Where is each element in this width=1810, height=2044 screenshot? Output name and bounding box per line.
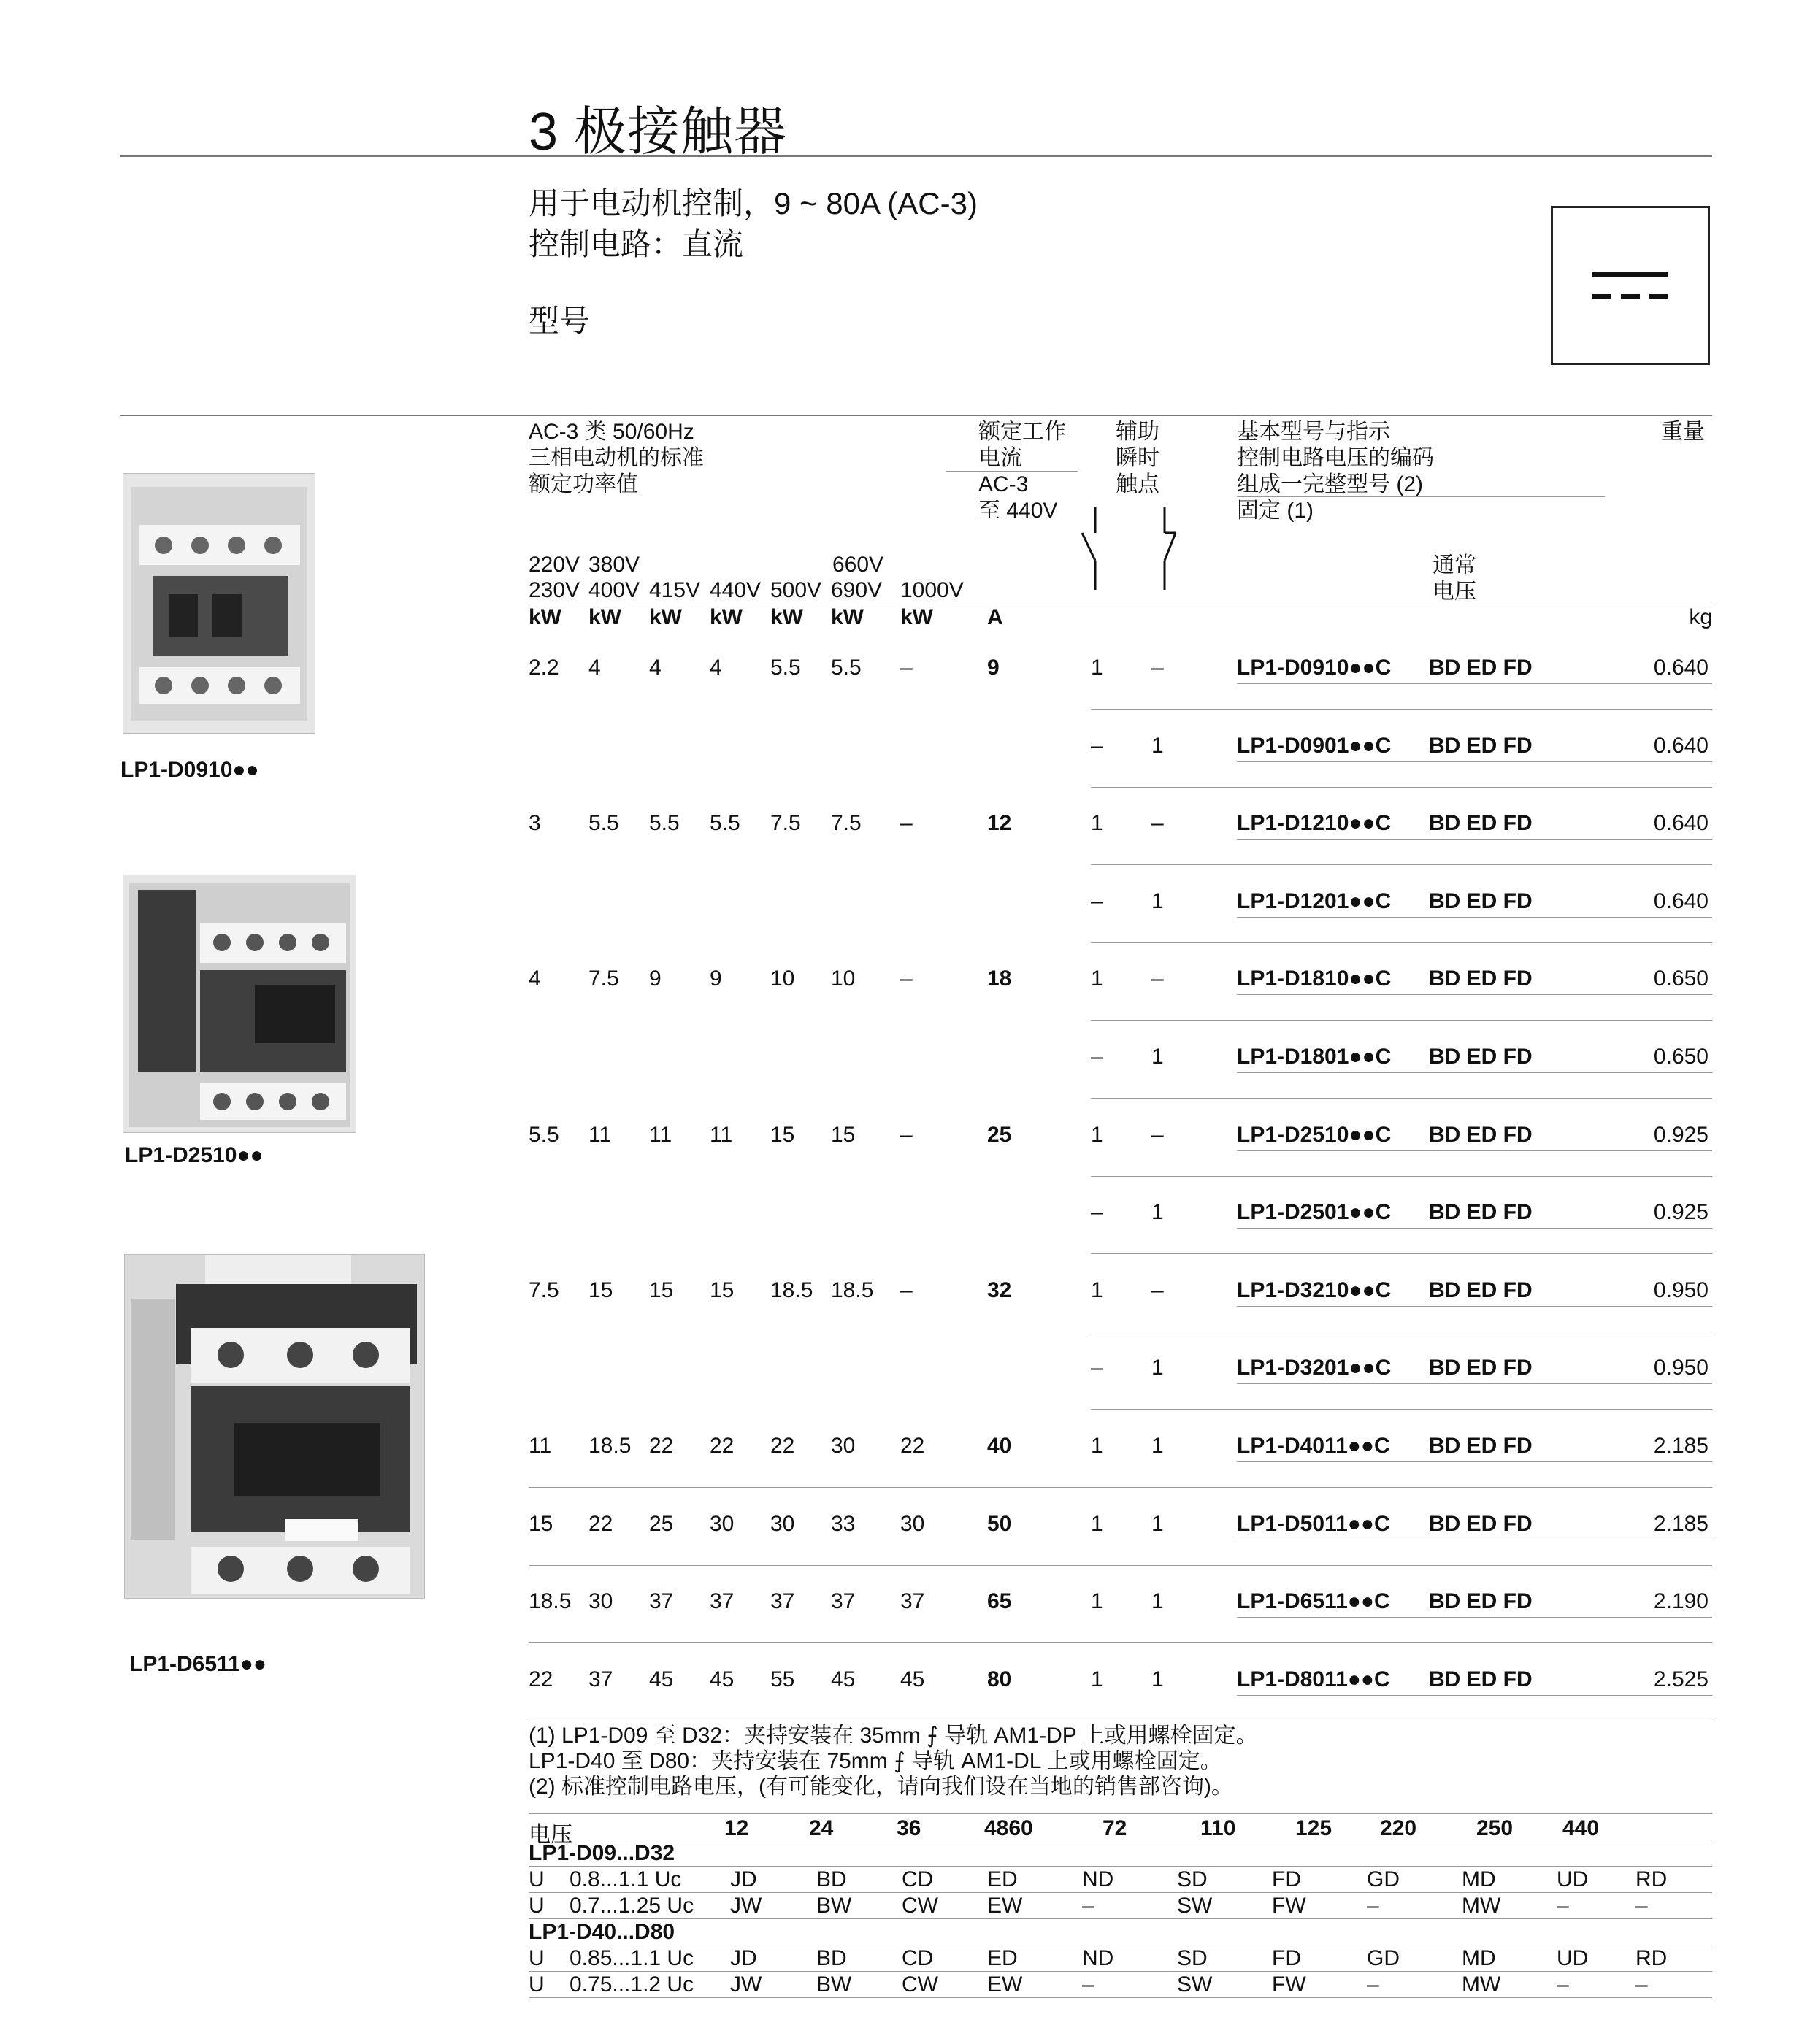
header-ref-line: 控制电路电压的编码: [1237, 446, 1434, 470]
row-ref-underline: [1237, 1306, 1712, 1307]
header-current-line: 额定工作: [978, 420, 1066, 444]
section-label: 型号: [529, 304, 591, 338]
power-cell: 10: [770, 967, 795, 991]
row-ref-underline: [1237, 839, 1712, 840]
reference-cell: LP1-D4011●●C: [1237, 1434, 1390, 1458]
aux-nc-cell: –: [1151, 1123, 1164, 1147]
vtable-code-cell: SD: [1177, 1946, 1208, 1970]
vtable-code-cell: –: [1635, 1972, 1648, 1997]
reference-cell: LP1-D3201●●C: [1237, 1356, 1392, 1380]
power-cell: 4: [588, 656, 601, 680]
power-cell: –: [900, 656, 913, 680]
row-divider: [1091, 1409, 1712, 1410]
power-cell: 4: [529, 967, 541, 991]
vtable-group-name: LP1-D40...D80: [529, 1920, 675, 1944]
vtable-code-cell: ED: [987, 1946, 1018, 1970]
voltage-codes-cell: BD ED FD: [1429, 1045, 1533, 1069]
power-cell: 7.5: [831, 811, 862, 835]
product-photo-d0910: [123, 473, 315, 734]
power-cell: 30: [588, 1589, 613, 1613]
weight-cell: 0.650: [1653, 1045, 1709, 1069]
reference-cell: LP1-D1801●●C: [1237, 1045, 1392, 1069]
vtable-code-cell: CW: [902, 1972, 938, 1997]
current-cell: 40: [987, 1434, 1012, 1458]
product-photo-d2510: [123, 875, 356, 1133]
vtable-header-cell: 110: [1200, 1816, 1236, 1840]
vtable-group-name: LP1-D09...D32: [529, 1841, 675, 1865]
row-ref-underline: [1237, 1072, 1712, 1073]
aux-nc-cell: –: [1151, 656, 1164, 680]
voltage-codes-cell: BD ED FD: [1429, 1123, 1533, 1147]
vtable-label: 电压: [529, 1823, 572, 1847]
subtitle-line-1: 用于电动机控制，9 ~ 80A (AC-3): [529, 186, 978, 220]
power-cell: 11: [529, 1434, 552, 1458]
power-cell: 3: [529, 811, 541, 835]
voltage-codes-cell: BD ED FD: [1429, 1512, 1533, 1536]
unit-label: kW: [588, 605, 621, 629]
row-divider: [529, 1565, 1712, 1566]
row-divider: [529, 1642, 1712, 1643]
power-cell: 22: [710, 1434, 735, 1458]
vtable-u-cell: U: [529, 1867, 545, 1891]
power-cell: 37: [831, 1589, 856, 1613]
voltage-codes-cell: BD ED FD: [1429, 1200, 1533, 1224]
power-cell: 5.5: [649, 811, 680, 835]
vtable-code-cell: CW: [902, 1894, 938, 1918]
usual-voltage-line: 电压: [1433, 580, 1476, 604]
power-cell: 30: [831, 1434, 856, 1458]
header-aux-line: 辅助: [1116, 420, 1159, 444]
row-divider: [1091, 942, 1712, 943]
vtable-header-cell: 220: [1380, 1816, 1417, 1840]
power-cell: 30: [900, 1512, 925, 1536]
vtable-code-cell: ED: [987, 1867, 1018, 1891]
vtable-header-cell: 125: [1295, 1816, 1332, 1840]
aux-nc-cell: –: [1151, 1278, 1164, 1302]
voltage-bottom-690V: 690V: [831, 578, 883, 602]
power-cell: 5.5: [588, 811, 619, 835]
vtable-bottom-rule: [529, 1997, 1712, 1998]
power-cell: 37: [770, 1589, 795, 1613]
voltage-bottom-415V: 415V: [649, 578, 701, 602]
aux-no-cell: –: [1091, 889, 1103, 913]
voltage-bottom-500V: 500V: [770, 578, 822, 602]
power-cell: –: [900, 967, 913, 991]
power-cell: 45: [710, 1667, 735, 1691]
power-cell: 25: [649, 1512, 674, 1536]
voltage-codes-cell: BD ED FD: [1429, 811, 1533, 835]
power-cell: 37: [649, 1589, 674, 1613]
aux-no-cell: –: [1091, 1045, 1103, 1069]
power-cell: 55: [770, 1667, 795, 1691]
aux-no-cell: 1: [1091, 1278, 1103, 1302]
power-cell: 5.5: [770, 656, 801, 680]
photo-caption-d6511: LP1-D6511●●: [129, 1652, 266, 1676]
vtable-code-cell: FD: [1272, 1946, 1301, 1970]
row-ref-underline: [1237, 917, 1712, 918]
ref-underline: [1237, 496, 1605, 497]
weight-cell: 2.525: [1653, 1667, 1709, 1691]
aux-no-cell: 1: [1091, 656, 1103, 680]
vtable-code-cell: FW: [1272, 1894, 1306, 1918]
power-cell: 33: [831, 1512, 856, 1536]
power-cell: 22: [649, 1434, 674, 1458]
reference-cell: LP1-D5011●●C: [1237, 1512, 1390, 1536]
header-aux-line: 瞬时: [1116, 446, 1159, 470]
vtable-code-cell: JD: [730, 1867, 757, 1891]
photo-caption-d0910: LP1-D0910●●: [120, 758, 259, 782]
vtable-code-cell: ND: [1082, 1946, 1114, 1970]
header-current-line: 电流: [978, 446, 1022, 470]
vtable-code-cell: JD: [730, 1946, 757, 1970]
vtable-u-cell: U: [529, 1894, 545, 1918]
unit-label: kW: [900, 605, 933, 629]
current-underline: [946, 471, 1078, 472]
vtable-code-cell: FD: [1272, 1867, 1301, 1891]
vtable-code-cell: RD: [1635, 1946, 1668, 1970]
vtable-header-cell: 250: [1476, 1816, 1514, 1840]
row-divider: [1091, 787, 1712, 788]
voltage-codes-cell: BD ED FD: [1429, 1667, 1533, 1691]
row-ref-underline: [1237, 994, 1712, 995]
power-cell: 15: [529, 1512, 553, 1536]
vtable-u-cell: U: [529, 1972, 545, 1997]
power-cell: 37: [588, 1667, 613, 1691]
unit-label: A: [987, 605, 1003, 629]
vtable-range-cell: 0.7...1.25 Uc: [570, 1894, 694, 1918]
row-ref-underline: [1237, 1461, 1712, 1462]
page-title: 3 极接触器: [529, 103, 788, 161]
voltage-bottom-440V: 440V: [710, 578, 762, 602]
voltage-codes-cell: BD ED FD: [1429, 734, 1533, 758]
vtable-code-cell: JW: [730, 1972, 762, 1997]
power-cell: 37: [900, 1589, 925, 1613]
row-divider: [1091, 864, 1712, 865]
weight-cell: 0.650: [1653, 967, 1709, 991]
vtable-range-cell: 0.75...1.2 Uc: [570, 1972, 694, 1997]
power-cell: 18.5: [770, 1278, 813, 1302]
current-cell: 50: [987, 1512, 1012, 1536]
weight-cell: 0.640: [1653, 734, 1709, 758]
row-ref-underline: [1237, 761, 1712, 762]
header-top-divider: [120, 415, 1712, 416]
vtable-code-cell: MW: [1462, 1894, 1501, 1918]
power-cell: 7.5: [529, 1278, 559, 1302]
power-cell: 18.5: [831, 1278, 874, 1302]
aux-nc-cell: –: [1151, 967, 1164, 991]
power-cell: 22: [588, 1512, 613, 1536]
aux-nc-cell: 1: [1151, 1356, 1164, 1380]
header-ref-line: 固定 (1): [1237, 499, 1314, 523]
header-current-line: 至 440V: [978, 499, 1058, 523]
power-cell: 4: [649, 656, 662, 680]
vtable-code-cell: CD: [902, 1867, 934, 1891]
aux-nc-cell: 1: [1151, 1200, 1164, 1224]
power-cell: 37: [710, 1589, 735, 1613]
power-cell: 45: [649, 1667, 674, 1691]
power-cell: 30: [770, 1512, 795, 1536]
row-divider: [1091, 1020, 1712, 1021]
reference-cell: LP1-D2510●●C: [1237, 1123, 1392, 1147]
voltage-codes-cell: BD ED FD: [1429, 1278, 1533, 1302]
reference-cell: LP1-D6511●●C: [1237, 1589, 1390, 1613]
vtable-row-rule: [529, 1866, 1712, 1867]
vtable-code-cell: GD: [1367, 1867, 1400, 1891]
power-cell: –: [900, 1278, 913, 1302]
power-cell: 11: [649, 1123, 672, 1147]
weight-cell: 0.640: [1653, 656, 1709, 680]
row-ref-underline: [1237, 683, 1712, 684]
aux-nc-cell: –: [1151, 811, 1164, 835]
header-current-line: AC-3: [978, 472, 1029, 496]
power-cell: 2.2: [529, 656, 559, 680]
current-cell: 12: [987, 811, 1012, 835]
voltage-bottom-400V: 400V: [588, 578, 640, 602]
aux-no-cell: 1: [1091, 1434, 1103, 1458]
power-cell: 18.5: [588, 1434, 632, 1458]
current-cell: 65: [987, 1589, 1012, 1613]
power-cell: 11: [710, 1123, 733, 1147]
vtable-header-cell: 440: [1562, 1816, 1600, 1840]
vtable-code-cell: –: [1082, 1972, 1094, 1997]
subtitle-line-2: 控制电路：直流: [529, 227, 744, 261]
vtable-code-cell: –: [1635, 1894, 1648, 1918]
reference-cell: LP1-D8011●●C: [1237, 1667, 1390, 1691]
header-aux-block: [1116, 419, 1159, 498]
power-cell: 9: [649, 967, 662, 991]
vtable-code-cell: –: [1082, 1894, 1094, 1918]
header-ref-line: 组成一完整型号 (2): [1237, 472, 1423, 496]
aux-no-cell: 1: [1091, 967, 1103, 991]
weight-cell: 0.640: [1653, 811, 1709, 835]
voltage-top-220: 220V: [529, 553, 580, 577]
header-power-line: AC-3 类 50/60Hz: [529, 420, 694, 444]
aux-nc-cell: 1: [1151, 889, 1164, 913]
header-weight-label: 重量: [1661, 420, 1705, 444]
power-cell: –: [900, 811, 913, 835]
power-cell: 7.5: [770, 811, 801, 835]
aux-no-cell: 1: [1091, 1589, 1103, 1613]
vtable-u-cell: U: [529, 1946, 545, 1970]
weight-cell: 0.950: [1653, 1356, 1709, 1380]
row-ref-underline: [1237, 1695, 1712, 1696]
power-cell: 10: [831, 967, 856, 991]
voltage-codes-cell: BD ED FD: [1429, 889, 1533, 913]
footnote-2: (2) 标准控制电路电压，(有可能变化，请向我们设在当地的销售部咨询)。: [529, 1775, 1233, 1799]
vtable-code-cell: BW: [816, 1894, 852, 1918]
reference-cell: LP1-D0901●●C: [1237, 734, 1392, 758]
power-cell: 15: [588, 1278, 613, 1302]
aux-nc-cell: 1: [1151, 1667, 1164, 1691]
power-cell: 15: [770, 1123, 795, 1147]
row-divider: [1091, 1253, 1712, 1254]
power-cell: 18.5: [529, 1589, 572, 1613]
vtable-code-cell: BD: [816, 1946, 847, 1970]
reference-cell: LP1-D1210●●C: [1237, 811, 1392, 835]
row-ref-underline: [1237, 1617, 1712, 1618]
weight-cell: 0.925: [1653, 1123, 1709, 1147]
unit-label: kW: [770, 605, 803, 629]
vtable-row-rule: [529, 1892, 1712, 1893]
weight-cell: 0.950: [1653, 1278, 1709, 1302]
voltage-top-380: 380V: [588, 553, 640, 577]
voltage-bottom-1000V: 1000V: [900, 578, 964, 602]
power-cell: 7.5: [588, 967, 619, 991]
power-cell: 5.5: [710, 811, 740, 835]
aux-nc-cell: 1: [1151, 734, 1164, 758]
reference-cell: LP1-D1810●●C: [1237, 967, 1392, 991]
vtable-header-cell: 12: [724, 1816, 749, 1840]
power-cell: 15: [649, 1278, 674, 1302]
vtable-range-cell: 0.85...1.1 Uc: [570, 1946, 694, 1970]
power-cell: 5.5: [831, 656, 862, 680]
weight-cell: 2.185: [1653, 1512, 1709, 1536]
power-cell: 22: [529, 1667, 553, 1691]
aux-nc-cell: 1: [1151, 1589, 1164, 1613]
header-ref-block: [1237, 419, 1434, 524]
header-ref-line: 基本型号与指示: [1237, 420, 1390, 444]
vtable-code-cell: UD: [1557, 1867, 1589, 1891]
aux-no-cell: 1: [1091, 1667, 1103, 1691]
row-divider: [529, 1487, 1712, 1488]
aux-no-cell: 1: [1091, 1123, 1103, 1147]
vtable-header-cell: 72: [1103, 1816, 1127, 1840]
header-power-line: 三相电动机的标准: [529, 446, 704, 470]
vtable-group-rule: [529, 1918, 1712, 1919]
vtable-code-cell: CD: [902, 1946, 934, 1970]
header-current-block: [978, 419, 1066, 524]
vtable-code-cell: BD: [816, 1867, 847, 1891]
power-cell: 4: [710, 656, 722, 680]
reference-cell: LP1-D3210●●C: [1237, 1278, 1392, 1302]
row-divider: [1091, 1176, 1712, 1177]
photo-caption-d2510: LP1-D2510●●: [125, 1143, 264, 1167]
reference-cell: LP1-D1201●●C: [1237, 889, 1392, 913]
vtable-code-cell: SW: [1177, 1972, 1213, 1997]
footnote-1b: LP1-D40 至 D80：夹持安装在 75mm ⨍ 导轨 AM1-DL 上或用螺栓固定。: [529, 1749, 1222, 1773]
header-power-line: 额定功率值: [529, 472, 638, 496]
voltage-bottom-230V: 230V: [529, 578, 580, 602]
usual-voltage-line: 通常: [1433, 553, 1476, 577]
aux-no-cell: –: [1091, 734, 1103, 758]
power-cell: 45: [831, 1667, 856, 1691]
voltage-codes-cell: BD ED FD: [1429, 1589, 1533, 1613]
voltage-codes-cell: BD ED FD: [1429, 967, 1533, 991]
unit-label: kW: [529, 605, 561, 629]
weight-cell: 0.925: [1653, 1200, 1709, 1224]
power-cell: 22: [900, 1434, 925, 1458]
current-cell: 18: [987, 967, 1012, 991]
vtable-code-cell: SD: [1177, 1867, 1208, 1891]
aux-no-cell: –: [1091, 1200, 1103, 1224]
current-cell: 32: [987, 1278, 1012, 1302]
aux-no-cell: –: [1091, 1356, 1103, 1380]
voltage-codes-cell: BD ED FD: [1429, 1434, 1533, 1458]
vtable-row-rule: [529, 1971, 1712, 1972]
vtable-code-cell: MD: [1462, 1867, 1496, 1891]
unit-kg: kg: [1689, 605, 1712, 629]
header-usual-voltage: [1433, 553, 1476, 605]
aux-no-cell: 1: [1091, 811, 1103, 835]
vtable-code-cell: MW: [1462, 1972, 1501, 1997]
vtable-code-cell: EW: [987, 1972, 1023, 1997]
aux-no-cell: 1: [1091, 1512, 1103, 1536]
vtable-code-cell: FW: [1272, 1972, 1306, 1997]
footnote-1: (1) LP1-D09 至 D32：夹持安装在 35mm ⨍ 导轨 AM1-DP 上或用螺栓固定。: [529, 1724, 1258, 1748]
vtable-code-cell: –: [1557, 1972, 1569, 1997]
row-divider: [1091, 709, 1712, 710]
vtable-header-cell: 4860: [984, 1816, 1033, 1840]
row-ref-underline: [1237, 1150, 1712, 1151]
vtable-code-cell: GD: [1367, 1946, 1400, 1970]
current-cell: 25: [987, 1123, 1012, 1147]
power-cell: 45: [900, 1667, 925, 1691]
vtable-code-cell: SW: [1177, 1894, 1213, 1918]
power-cell: –: [900, 1123, 913, 1147]
vtable-header-cell: 24: [809, 1816, 834, 1840]
voltage-codes-cell: BD ED FD: [1429, 656, 1533, 680]
title-divider: [120, 155, 1712, 157]
aux-nc-cell: 1: [1151, 1434, 1164, 1458]
power-cell: 15: [710, 1278, 735, 1302]
vtable-code-cell: JW: [730, 1894, 762, 1918]
voltage-top-660: 660V: [832, 553, 884, 577]
power-cell: 11: [588, 1123, 612, 1147]
aux-nc-cell: 1: [1151, 1512, 1164, 1536]
vtable-code-cell: ND: [1082, 1867, 1114, 1891]
row-ref-underline: [1237, 1383, 1712, 1384]
vtable-code-cell: EW: [987, 1894, 1023, 1918]
power-cell: 22: [770, 1434, 795, 1458]
weight-cell: 2.190: [1653, 1589, 1709, 1613]
reference-cell: LP1-D0910●●C: [1237, 656, 1392, 680]
row-divider: [1091, 1098, 1712, 1099]
unit-label: kW: [831, 605, 864, 629]
voltage-codes-cell: BD ED FD: [1429, 1356, 1533, 1380]
vtable-code-cell: MD: [1462, 1946, 1496, 1970]
power-cell: 5.5: [529, 1123, 559, 1147]
vtable-code-cell: –: [1367, 1972, 1379, 1997]
unit-label: kW: [710, 605, 743, 629]
product-photo-d6511: [124, 1254, 425, 1599]
header-aux-line: 触点: [1116, 472, 1159, 496]
weight-cell: 2.185: [1653, 1434, 1709, 1458]
vtable-code-cell: UD: [1557, 1946, 1589, 1970]
vtable-header-cell: 36: [897, 1816, 921, 1840]
power-cell: 9: [710, 967, 722, 991]
power-cell: 30: [710, 1512, 735, 1536]
vtable-code-cell: –: [1367, 1894, 1379, 1918]
row-ref-underline: [1237, 1228, 1712, 1229]
weight-cell: 0.640: [1653, 889, 1709, 913]
current-cell: 9: [987, 656, 1000, 680]
contact-symbol-icon: [1073, 504, 1183, 595]
vtable-range-cell: 0.8...1.1 Uc: [570, 1867, 682, 1891]
power-cell: 15: [831, 1123, 856, 1147]
aux-nc-cell: 1: [1151, 1045, 1164, 1069]
vtable-code-cell: –: [1557, 1894, 1569, 1918]
unit-label: kW: [649, 605, 682, 629]
header-power-block: [529, 419, 704, 498]
vtable-code-cell: BW: [816, 1972, 852, 1997]
vtable-code-cell: RD: [1635, 1867, 1668, 1891]
reference-cell: LP1-D2501●●C: [1237, 1200, 1392, 1224]
dc-symbol-icon: [1551, 206, 1710, 365]
current-cell: 80: [987, 1667, 1012, 1691]
vtable-top-rule: [529, 1813, 1712, 1814]
